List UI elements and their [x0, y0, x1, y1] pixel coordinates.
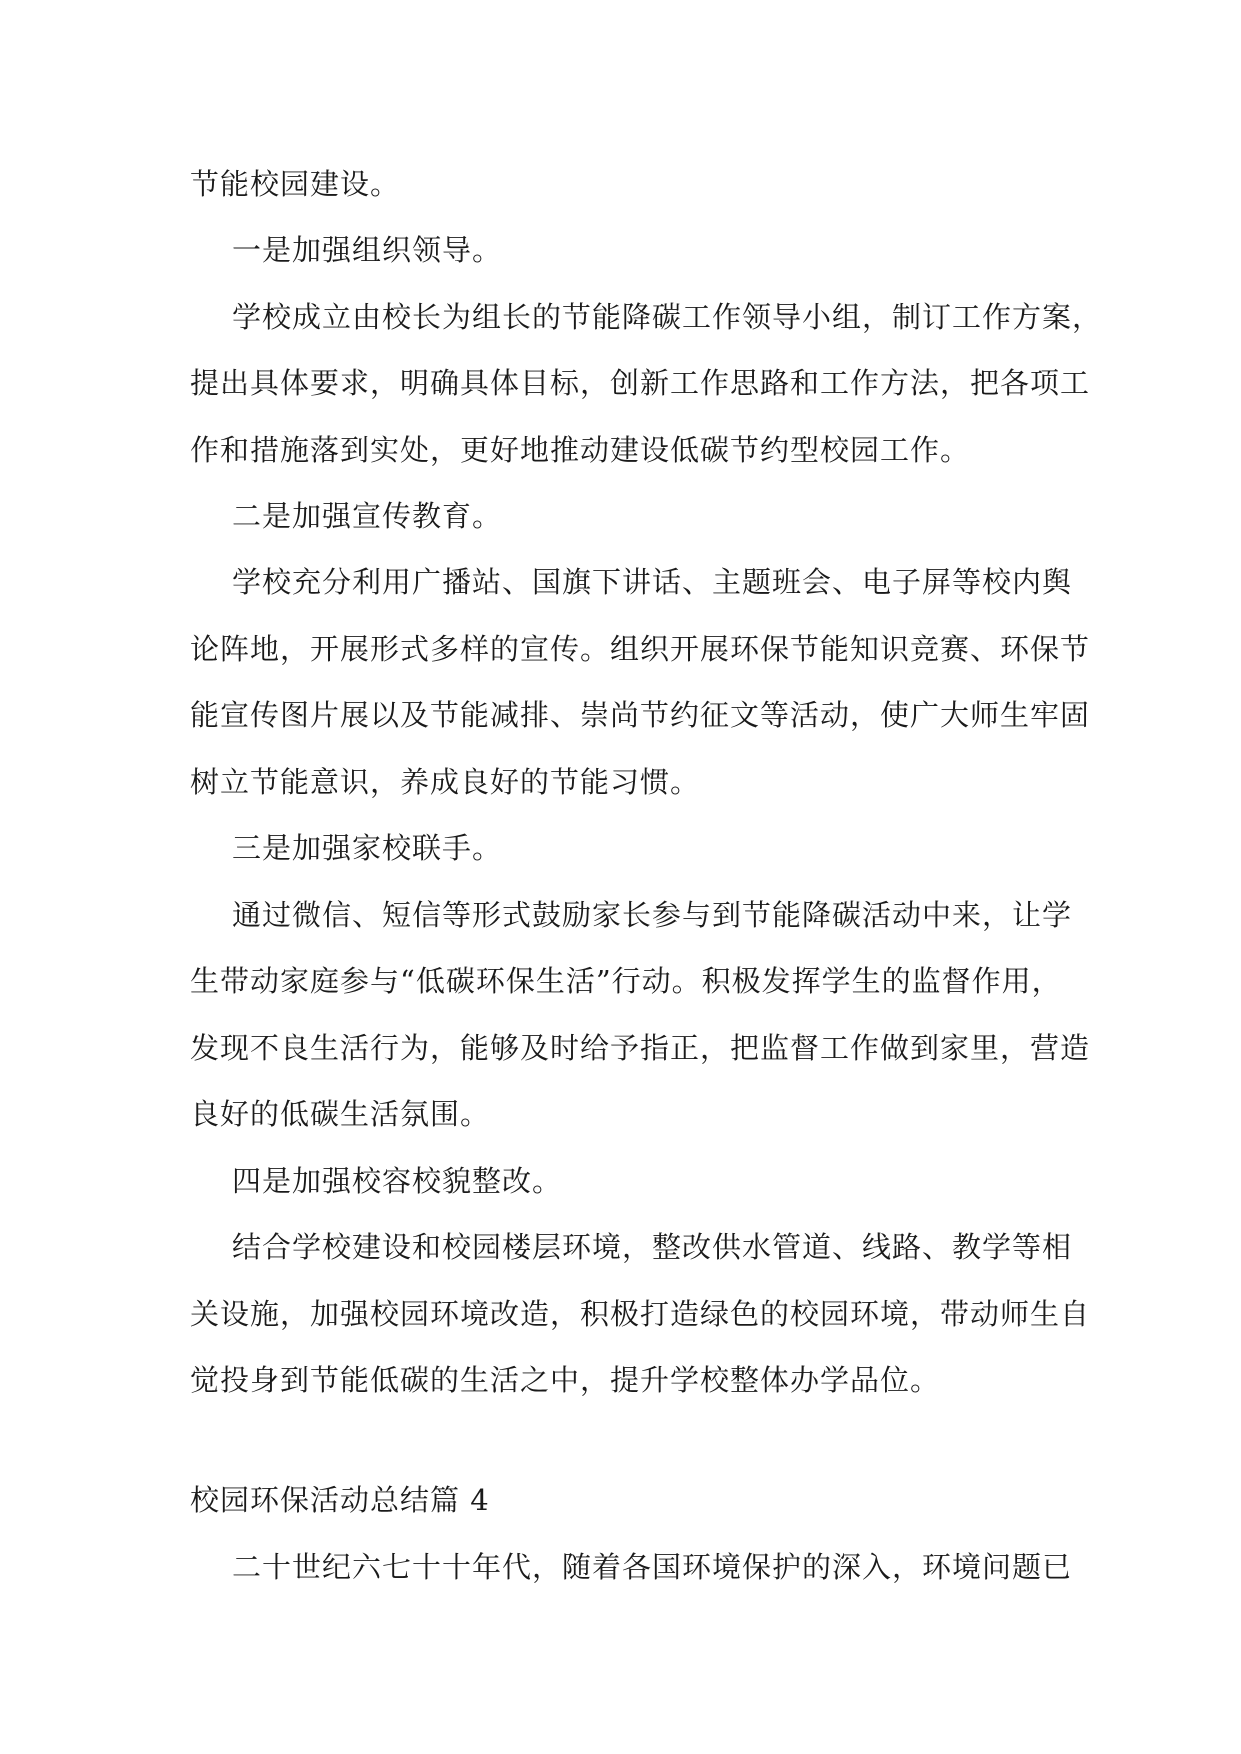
text-line: 提出具体要求，明确具体目标，创新工作思路和工作方法，把各项工	[190, 366, 1091, 400]
text-line: 节能校园建设。	[190, 167, 401, 201]
text-line: 关设施，加强校园环境改造，积极打造绿色的校园环境，带动师生自	[190, 1297, 1091, 1331]
section-heading: 四是加强校容校貌整改。	[232, 1164, 563, 1198]
text-line: 学校成立由校长为组长的节能降碳工作领导小组，制订工作方案，	[232, 300, 1103, 334]
text-line: 树立节能意识，养成良好的节能习惯。	[190, 765, 701, 799]
section-heading: 二是加强宣传教育。	[232, 499, 503, 533]
chapter-title: 校园环保活动总结篇 4	[190, 1483, 490, 1517]
text-line: 通过微信、短信等形式鼓励家长参与到节能降碳活动中来，让学	[232, 898, 1073, 932]
text-line: 能宣传图片展以及节能减排、崇尚节约征文等活动，使广大师生牢固	[190, 698, 1091, 732]
text-line: 结合学校建设和校园楼层环境，整改供水管道、线路、教学等相	[232, 1230, 1073, 1264]
text-line: 作和措施落到实处，更好地推动建设低碳节约型校园工作。	[190, 433, 971, 467]
section-heading: 三是加强家校联手。	[232, 831, 503, 865]
text-line: 发现不良生活行为，能够及时给予指正，把监督工作做到家里，营造	[190, 1031, 1091, 1065]
text-line: 二十世纪六七十十年代，随着各国环境保护的深入，环境问题已	[232, 1550, 1073, 1584]
section-heading: 一是加强组织领导。	[232, 233, 503, 267]
text-line: 觉投身到节能低碳的生活之中，提升学校整体办学品位。	[190, 1363, 941, 1397]
text-line: 良好的低碳生活氛围。	[190, 1097, 491, 1131]
text-line: 学校充分利用广播站、国旗下讲话、主题班会、电子屏等校内舆	[232, 565, 1073, 599]
text-line: 生带动家庭参与“低碳环保生活”行动。积极发挥学生的监督作用，	[190, 964, 1062, 998]
text-line: 论阵地，开展形式多样的宣传。组织开展环保节能知识竞赛、环保节	[190, 632, 1091, 666]
